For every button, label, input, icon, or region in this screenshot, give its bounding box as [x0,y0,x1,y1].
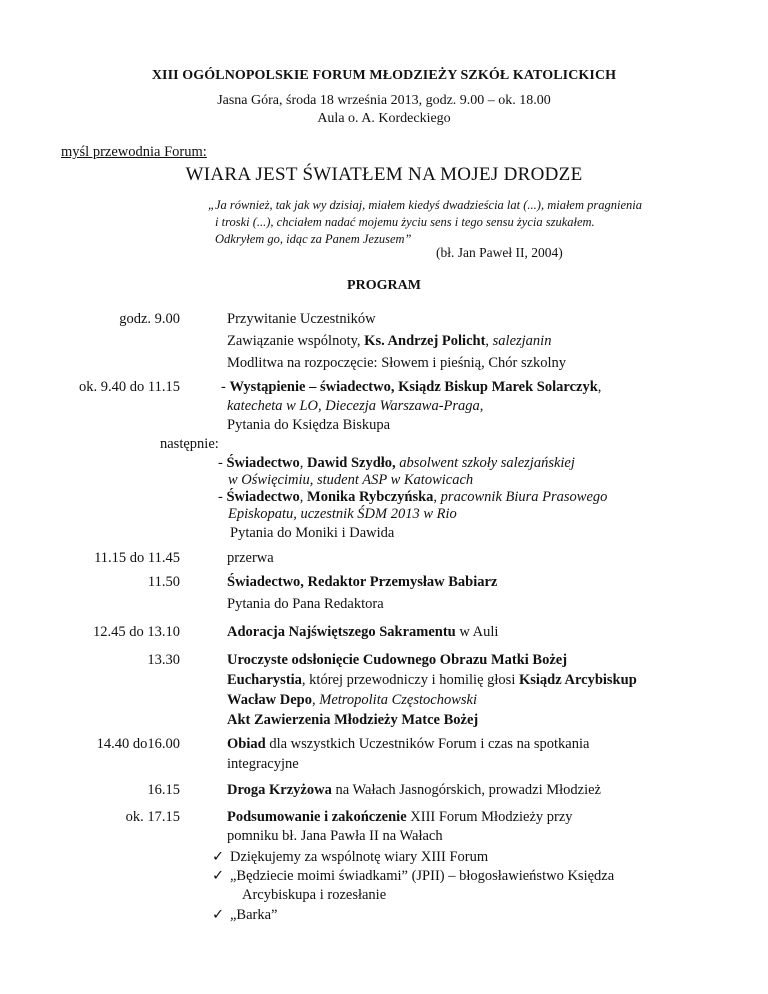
agenda-text: przerwa [227,550,274,566]
checklist-item: ✓ Dziękujemy za wspólnotę wiary XIII Forum [212,849,489,865]
agenda-text: Akt Zawierzenia Młodzieży Matce Bożej [227,712,479,728]
agenda-text: - Świadectwo, Dawid Szydło, absolwent szkoły salezjańskiej [218,455,575,471]
agenda-text: Podsumowanie i zakończenie XIII Forum Młodzieży przy [227,809,573,825]
quote-attribution: (bł. Jan Paweł II, 2004) [436,245,563,260]
time-label: 14.40 do16.00 [96,736,180,752]
agenda-text: Przywitanie Uczestników [227,311,376,327]
time-label: 12.45 do 13.10 [93,624,180,640]
time-label: 16.15 [147,782,180,798]
agenda-text: w Oświęcimiu, student ASP w Katowicach [228,472,474,488]
agenda-text: Świadectwo, Redaktor Przemysław Babiarz [227,574,498,590]
agenda-text: Obiad dla wszystkich Uczestników Forum i czas na spotkania [227,736,590,752]
agenda-text: Uroczyste odsłonięcie Cudownego Obrazu Matki Bożej [227,652,568,668]
agenda-text: Adoracja Najświętszego Sakramentu w Auli [227,624,499,640]
time-label: 11.15 do 11.45 [94,550,180,566]
time-label: ok. 17.15 [125,809,180,825]
agenda-text: Zawiązanie wspólnoty, Ks. Andrzej Policht, salezjanin [227,333,552,349]
motto-label: myśl przewodnia Forum: [61,144,207,160]
agenda-text: Episkopatu, uczestnik ŚDM 2013 w Rio [228,506,457,522]
forum-theme: WIARA JEST ŚWIATŁEM NA MOJEJ DRODZE [185,164,583,185]
agenda-text: następnie: [160,436,219,452]
agenda-text: integracyjne [227,756,299,772]
program-heading: PROGRAM [347,278,421,293]
agenda-text: Droga Krzyżowa na Wałach Jasnogórskich, prowadzi Młodzież [227,782,601,798]
time-label: 11.50 [147,574,180,590]
document-title: XIII OGÓLNOPOLSKIE FORUM MŁODZIEŻY SZKÓŁ KATOLICKICH [151,68,617,83]
agenda-text: Pytania do Księdza Biskupa [227,417,391,433]
agenda-text: Eucharystia, której przewodniczy i homilię głosi Ksiądz Arcybiskup [227,672,637,688]
agenda-text: Wacław Depo, Metropolita Częstochowski [227,692,477,708]
agenda-text: Pytania do Moniki i Dawida [230,525,395,541]
checkmark-icon: ✓ [212,849,225,865]
checkmark-icon: ✓ [212,868,225,884]
checklist-item-continuation: Arcybiskupa i rozesłanie [242,887,387,903]
event-date-line: Jasna Góra, środa 18 września 2013, godz. 9.00 – ok. 18.00 [217,93,551,108]
agenda-text: katecheta w LO, Diecezja Warszawa-Praga, [227,398,484,414]
agenda-text: Modlitwa na rozpoczęcie: Słowem i pieśnią, Chór szkolny [227,355,567,371]
time-label: 13.30 [147,652,180,668]
time-label: godz. 9.00 [119,311,180,327]
checklist-item: ✓ „Barka” [212,907,278,923]
time-label: ok. 9.40 do 11.15 [79,379,180,395]
quote-line-3: Odkryłem go, idąc za Panem Jezusem” [215,232,412,246]
agenda-text: Pytania do Pana Redaktora [227,596,384,612]
agenda-text: pomniku bł. Jana Pawła II na Wałach [227,828,443,844]
agenda-text: - Świadectwo, Monika Rybczyńska, pracownik Biura Prasowego [218,489,608,505]
agenda-text: - Wystąpienie – świadectwo, Ksiądz Biskup Marek Solarczyk, [221,379,602,395]
quote-line-1: „Ja również, tak jak wy dzisiaj, miałem kiedyś dwadzieścia lat (...), miałem pragnienia [208,198,642,212]
quote-line-2: i troski (...), chciałem nadać mojemu życiu sens i tego sensu życia szukałem. [215,215,595,229]
checklist-item: ✓ „Będziecie moimi świadkami” (JPII) – błogosławieństwo Księdza [212,868,615,884]
event-venue-line: Aula o. A. Kordeckiego [317,111,451,126]
checkmark-icon: ✓ [212,907,225,923]
